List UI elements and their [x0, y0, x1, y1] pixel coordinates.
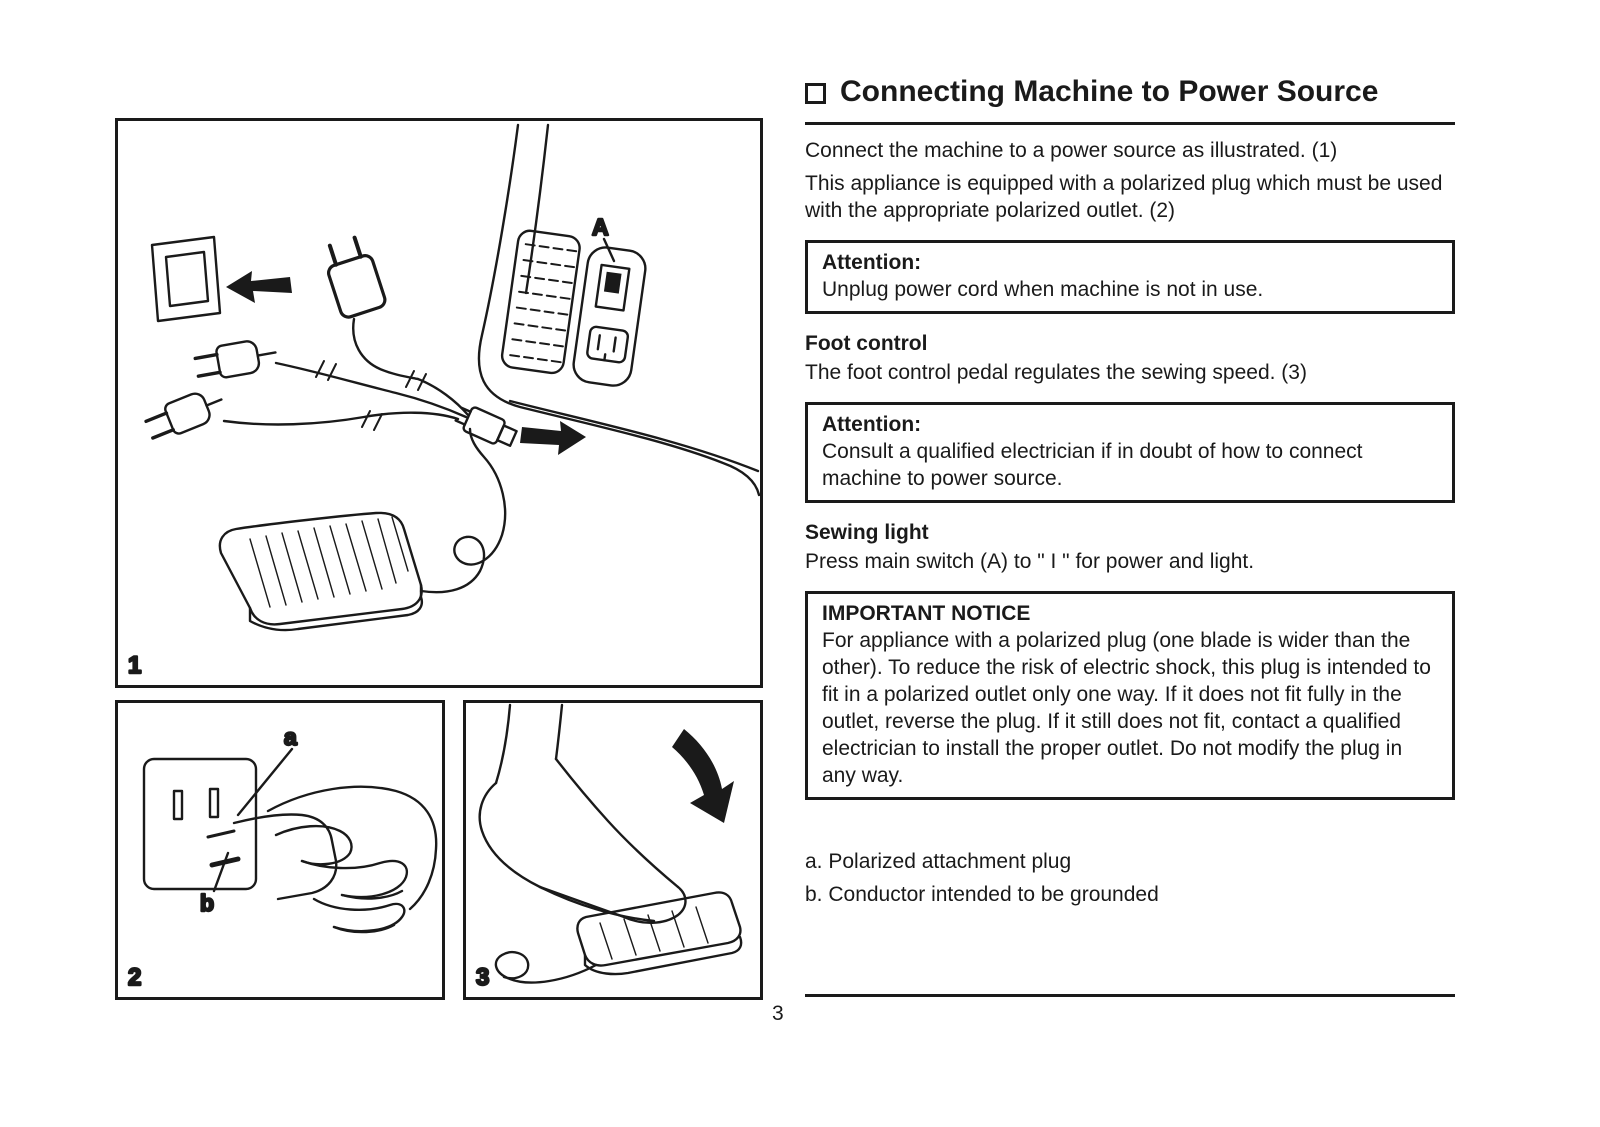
foot-control-body: The foot control pedal regulates the sewing speed. (3)	[805, 361, 1307, 384]
figure-3-illustration	[466, 703, 760, 997]
intro-line-2: This appliance is equipped with a polarized plug which must be used with the appropriate polarized outlet. (2)	[805, 172, 1443, 222]
attention-box-2	[805, 402, 1455, 503]
label-b: b	[200, 890, 215, 916]
figure-2-polarized-plug	[115, 700, 445, 1000]
figure-1-number: 1	[128, 652, 142, 679]
label-b-pointer-line	[214, 853, 228, 891]
power-cords-drawing	[224, 361, 468, 430]
arrow-right-icon	[520, 421, 586, 455]
legend-item-b: b. Conductor intended to be grounded	[805, 883, 1159, 906]
text-column	[805, 74, 1455, 908]
figure-3-number: 3	[476, 964, 490, 991]
label-a: a	[284, 724, 297, 750]
power-plug-2-drawing	[143, 385, 227, 444]
page-title-text: Connecting Machine to Power Source	[840, 75, 1379, 108]
power-plug-1-drawing	[194, 337, 278, 382]
switch-pointer-line	[604, 239, 614, 261]
title-rule	[805, 122, 1455, 125]
pedal-cord-drawing	[496, 952, 596, 982]
hand-drawing	[268, 787, 436, 932]
wall-outlet-drawing	[152, 237, 220, 321]
outlet-plate-drawing	[144, 759, 256, 889]
power-inlet-drawing	[587, 326, 629, 363]
square-bullet-icon	[805, 83, 826, 104]
intro-line-1: Connect the machine to a power source as illustrated. (1)	[805, 139, 1338, 162]
attention-2-body: Consult a qualified electrician if in doubt of how to connect machine to power source.	[822, 440, 1363, 490]
foot-control-heading: Foot control	[805, 332, 928, 355]
foot-drawing	[480, 705, 686, 923]
pedal-cord-drawing	[421, 429, 505, 592]
attention-1-heading: Attention:	[822, 251, 922, 274]
power-switch-drawing	[596, 265, 630, 310]
sewing-light-heading: Sewing light	[805, 521, 929, 544]
arrow-left-icon	[226, 271, 292, 303]
figure-1-power-connection	[115, 118, 763, 688]
attention-1-body: Unplug power cord when machine is not in use.	[822, 278, 1264, 301]
important-notice-body: For appliance with a polarized plug (one blade is wider than the other). To reduce the risk of electric shock, this plug is intended to fit in a polarized outlet only one way. If it does not fit fully in the outlet, reverse the plug. If it still does not fit, contact a qualified electrician to install the proper outlet. Do not modify the plug in any way.	[822, 629, 1431, 787]
attention-2-heading: Attention:	[822, 413, 922, 436]
cord-connector-drawing	[453, 402, 518, 450]
foot-pedal-drawing	[220, 513, 422, 630]
arrow-down-icon	[672, 729, 734, 823]
bottom-rule	[805, 994, 1455, 997]
sewing-light-body: Press main switch (A) to " I " for power and light.	[805, 550, 1255, 573]
pedal-drawing	[577, 892, 741, 974]
figure-1-illustration	[118, 121, 760, 685]
attention-box-1	[805, 240, 1455, 314]
switch-a-label: A	[592, 214, 609, 240]
page-number: 3	[772, 1002, 784, 1025]
figure-3-foot-control	[463, 700, 763, 1000]
page-title	[805, 74, 1455, 110]
figure-2-number: 2	[128, 964, 142, 991]
important-notice-box	[805, 591, 1455, 800]
adapter-plug-drawing	[320, 235, 418, 379]
figure-2-illustration	[118, 703, 442, 997]
legend-item-a: a. Polarized attachment plug	[805, 850, 1072, 873]
important-notice-heading: IMPORTANT NOTICE	[822, 602, 1031, 625]
